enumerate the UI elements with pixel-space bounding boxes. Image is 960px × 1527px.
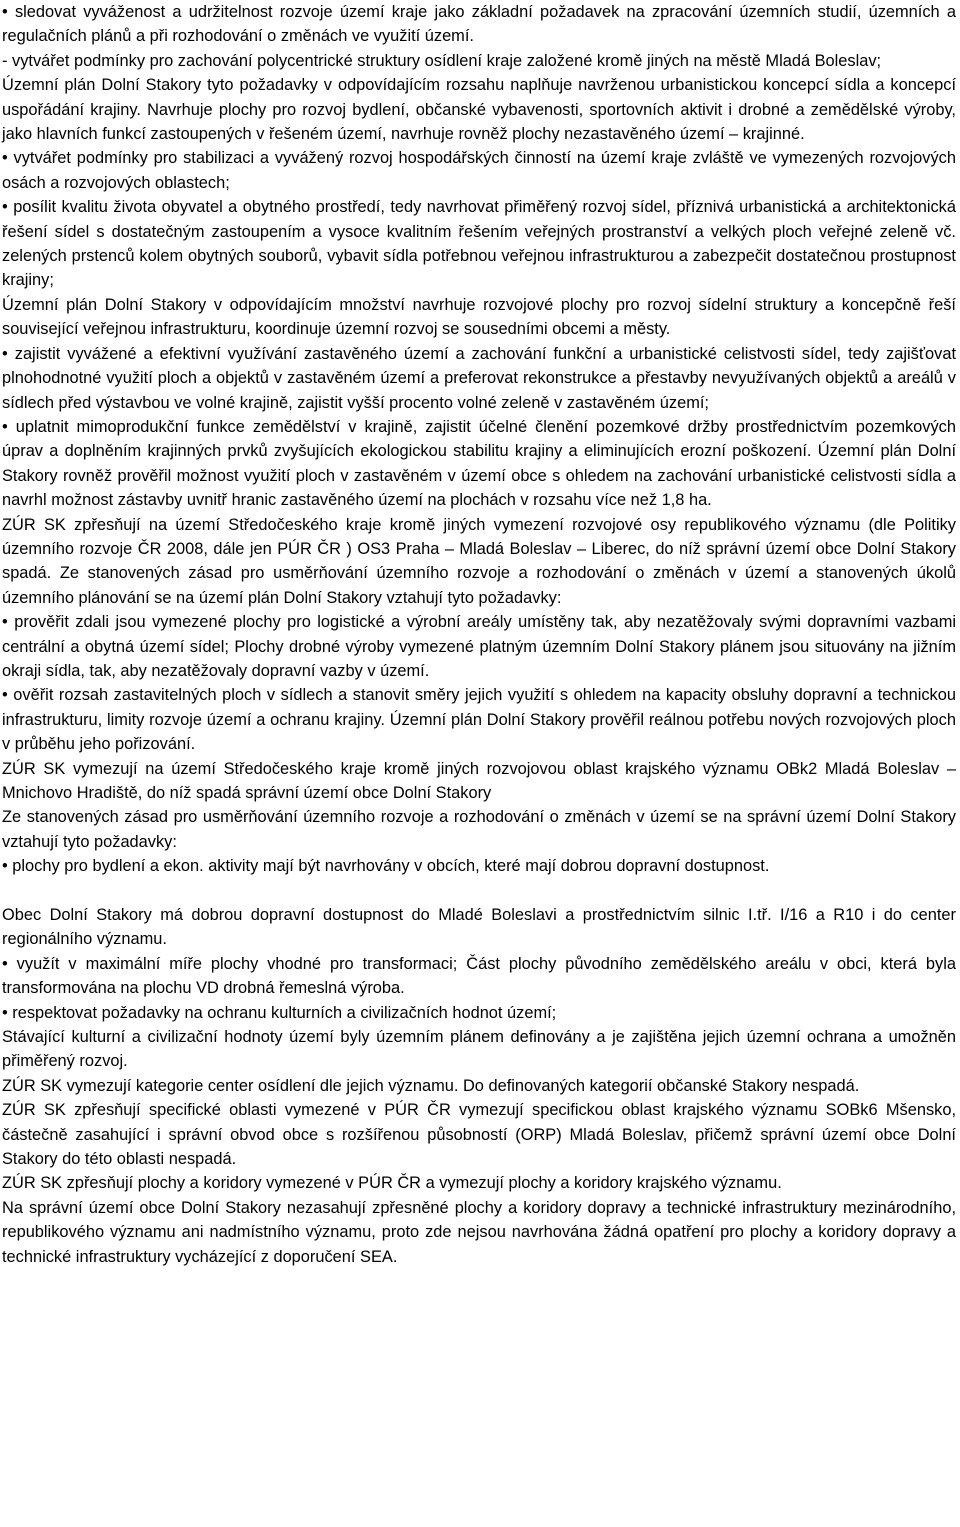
paragraph-corridors: ZÚR SK zpřesňují plochy a koridory vymezené v PÚR ČR a vymezují plochy a koridory krajského významu.	[2, 1174, 782, 1193]
paragraph-cultural-values-protection: Stávající kulturní a civilizační hodnoty území byly územním plánem definovány a je zajištěna jejich územní ochrana a umožněn přiměřený rozvoj.	[2, 1028, 956, 1071]
paragraph-agriculture-bullet: • uplatnit mimoprodukční funkce zemědělství v krajině, zajistit účelné členění pozemkové držby prostřednictvím pozemkových úprav a doplněním krajinných prvků zvyšujících ekologickou stabilitu krajiny a eliminujících erozní poškození. Územní plán Dolní Stakory rovněž prověřil možnost využití ploch v zastavěném v území obce s ohledem na zachování urbanistické celistvosti sídla a navrhl možnost zástavby uvnitř hranic zastavěného území na plochách v rozsahu více než 1,8 ha.	[2, 417, 956, 510]
paragraph-sustainability-bullet: • sledovat vyváženost a udržitelnost rozvoje území kraje jako základní požadavek na zpracování územních studií, územních a regulačních plánů a při rozhodování o změnách ve využití území.	[2, 3, 956, 46]
paragraph-development-areas: Územní plán Dolní Stakory v odpovídajícím množství navrhuje rozvojové plochy pro rozvoj sídelní struktury a koncepčně řeší související veřejnou infrastrukturu, koordinuje územní rozvoj se sousedními obcemi a městy.	[2, 295, 956, 339]
paragraph-housing-bullet: • plochy pro bydlení a ekon. aktivity mají být navrhovány v obcích, které mají dobrou dopravní dostupnost.	[2, 857, 770, 876]
paragraph-principles-intro: Ze stanovených zásad pro usměrňování územního rozvoje a rozhodování o změnách v území se na správní území Dolní Stakory vztahují tyto požadavky:	[2, 808, 956, 851]
paragraph-built-up-area-bullet: • zajistit vyvážené a efektivní využívání zastavěného území a zachování funkční a urbanistické celistvosti sídel, tedy zajišťovat plnohodnotné využití ploch a objektů v zastavěném území a preferovat rekonstrukce a přestavby nevyužívaných objektů a areálů v sídlech před výstavbou ve volné krajině, zajistit vyšší procento volné zeleně v zastavěném území;	[2, 344, 956, 412]
paragraph-specific-area-sobk6: ZÚR SK zpřesňují specifické oblasti vymezené v PÚR ČR vymezují specifickou oblast krajského významu SOBk6 Mšensko, částečně zasahující i správní obvod obce s rozšířenou působností (ORP) Mladá Boleslav, přičemž správní území obce Dolní Stakory do této oblasti nespadá.	[2, 1101, 956, 1169]
paragraph-cultural-values-bullet: • respektovat požadavky na ochranu kulturních a civilizačních hodnot území;	[2, 1003, 557, 1022]
paragraph-logistics-bullet: • prověřit zdali jsou vymezené plochy pro logistické a výrobní areály umístěny tak, aby nezatěžovaly svými dopravními vazbami centrální a obytná území sídel; Plochy drobné výroby vymezené platným územním Dolní Stakory plánem jsou situovány na jižním okraji sídla, tak, aby nezatěžovaly dopravní vazby v území.	[2, 613, 956, 680]
paragraph-quality-of-life-bullet: • posílit kvalitu života obyvatel a obytného prostředí, tedy navrhovat přiměřený rozvoj sídel, příznivá urbanistická a architektonická řešení sídel s dostatečným zastoupením a vysoce kvalitním řešením veřejných prostranství a velkých ploch veřejné zeleně vč. zelených prstenců kolem obytných souborů, vybavit sídla potřebnou veřejnou infrastrukturou a zabezpečit dostatečnou prostupnost krajiny;	[2, 198, 956, 290]
paragraph-development-area-obk2: ZÚR SK vymezují na území Středočeského kraje kromě jiných rozvojovou oblast krajského významu OBk2 Mladá Boleslav – Mnichovo Hradiště, do níž spadá správní území obce Dolní Stakory	[2, 759, 956, 802]
paragraph-urbanistic-concept: Územní plán Dolní Stakory tyto požadavky v odpovídajícím rozsahu naplňuje navrženou urbanistickou koncepcí sídla a koncepcí uspořádání krajiny. Navrhuje plochy pro rozvoj bydlení, občanské vybavenosti, sportovních aktivit i drobné a zemědělské výroby, jako hlavních funkcí zastoupených v řešeném území, navrhuje rovněž plochy nezastavěného území – krajinné.	[2, 76, 956, 144]
paragraph-economic-bullet: • vytvářet podmínky pro stabilizaci a vyvážený rozvoj hospodářských činností na území kraje zvláště ve vymezených rozvojových osách a rozvojových oblastech;	[2, 149, 956, 192]
paragraph-settlement-centers: ZÚR SK vymezují kategorie center osídlení dle jejich významu. Do definovaných kategorií občanské Stakory nespadá.	[2, 1076, 860, 1095]
paragraph-polycentric-dash: - vytvářet podmínky pro zachování polycentrické struktury osídlení kraje založené kromě jiných na městě Mladá Boleslav;	[2, 51, 882, 70]
paragraph-infrastructure-sea: Na správní území obce Dolní Stakory nezasahují zpřesněné plochy a koridory dopravy a technické infrastruktury mezinárodního, republikového významu ani nadmístního významu, proto zde nejsou navrhována žádná opatření pro plochy a koridory dopravy a technické infrastruktury vycházející z doporučení SEA.	[2, 1198, 956, 1266]
paragraph-development-axis-os3: ZÚR SK zpřesňují na území Středočeského kraje kromě jiných vymezení rozvojové osy republikového významu (dle Politiky územního rozvoje ČR 2008, dále jen PÚR ČR ) OS3 Praha – Mladá Boleslav – Liberec, do níž správní území obce Dolní Stakory spadá. Ze stanovených zásad pro usměrňování územního rozvoje a rozhodování o změnách v území a stanovených úkolů územního plánování se na území plán Dolní Stakory vztahují tyto požadavky:	[2, 515, 956, 607]
paragraph-transformation-bullet: • využít v maximální míře plochy vhodné pro transformaci; Část plochy původního zemědělského areálu v obci, která byla transformována na plochu VD drobná řemeslná výroba.	[2, 954, 956, 998]
paragraph-transport-accessibility: Obec Dolní Stakory má dobrou dopravní dostupnost do Mladé Boleslavi a prostřednictvím silnic I.tř. I/16 a R10 i do center regionálního významu.	[2, 906, 956, 949]
paragraph-spacer	[2, 879, 956, 903]
paragraph-buildable-areas-bullet: • ověřit rozsah zastavitelných ploch v sídlech a stanovit směry jejich využití s ohledem na kapacity obsluhy dopravní a technickou infrastrukturu, limity rozvoje území a ochranu krajiny. Územní plán Dolní Stakory prověřil reálnou potřebu nových rozvojových ploch v průběhu jeho pořizování.	[2, 686, 956, 754]
